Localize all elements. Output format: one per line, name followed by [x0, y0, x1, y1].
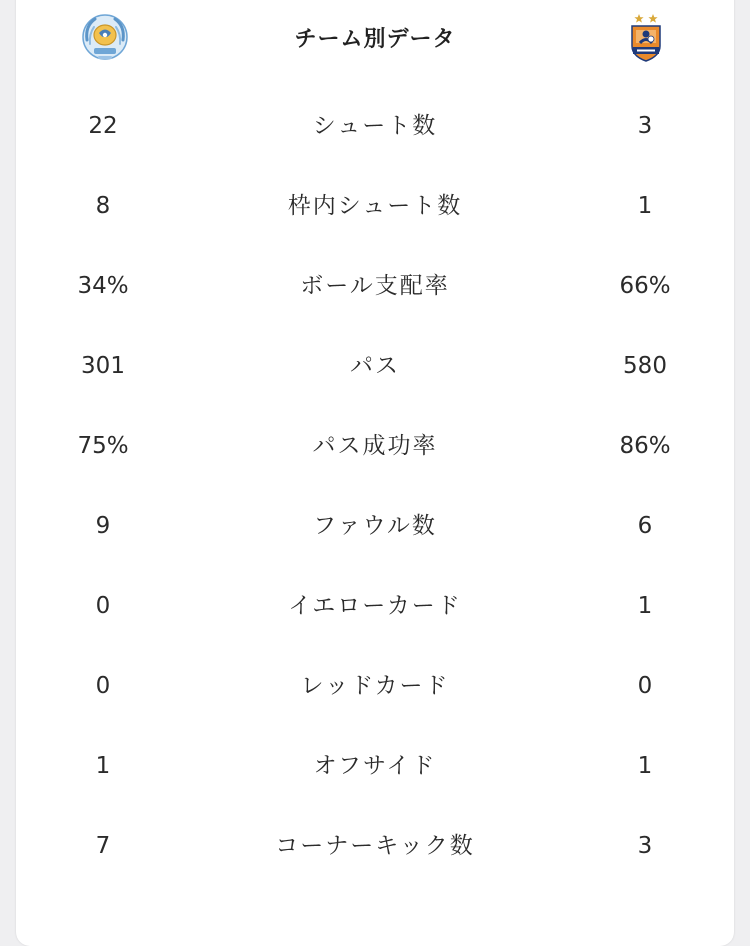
- home-value: 7: [95, 833, 111, 859]
- away-value: 3: [637, 113, 653, 139]
- stat-label: イエローカード: [288, 593, 462, 619]
- stat-row-offsides: [16, 740, 734, 820]
- stat-row-corner-kicks: [16, 820, 734, 900]
- stat-row-fouls: [16, 500, 734, 580]
- home-value: 9: [95, 513, 111, 539]
- away-value: 6: [637, 513, 653, 539]
- home-value: 75%: [77, 433, 129, 459]
- away-value: 1: [637, 193, 653, 219]
- stat-label: オフサイド: [313, 753, 437, 779]
- stat-row-red-cards: [16, 660, 734, 740]
- home-value: 301: [81, 353, 125, 379]
- team-stats-header: [16, 0, 734, 76]
- away-value: 66%: [619, 273, 671, 299]
- stat-label: パス成功率: [312, 433, 438, 459]
- away-value: 0: [637, 673, 653, 699]
- page-title: チーム別データ: [294, 27, 456, 52]
- home-value: 22: [88, 113, 118, 139]
- team-stats-card: [16, 0, 734, 946]
- away-value: 3: [637, 833, 653, 859]
- away-value: 580: [623, 353, 667, 379]
- stat-row-yellow-cards: [16, 580, 734, 660]
- home-value: 0: [95, 593, 111, 619]
- home-value: 1: [95, 753, 111, 779]
- away-value: 1: [637, 753, 653, 779]
- stat-row-shots: [16, 100, 734, 180]
- home-value: 34%: [77, 273, 129, 299]
- away-value: 1: [637, 593, 653, 619]
- stat-row-shots-on-target: [16, 180, 734, 260]
- stats-table: [16, 100, 734, 900]
- stat-row-passes: [16, 340, 734, 420]
- stat-row-possession: [16, 260, 734, 340]
- ulsan-hyundai-crest-icon: [620, 12, 672, 64]
- stat-label: パス: [350, 353, 400, 379]
- stat-label: ボール支配率: [300, 273, 450, 299]
- stat-label: シュート数: [312, 113, 438, 139]
- stat-label: コーナーキック数: [275, 833, 475, 859]
- stat-label: ファウル数: [313, 513, 437, 539]
- home-value: 8: [95, 193, 111, 219]
- stat-row-pass-accuracy: [16, 420, 734, 500]
- away-value: 86%: [619, 433, 671, 459]
- home-value: 0: [95, 673, 111, 699]
- stat-label: 枠内シュート数: [287, 193, 463, 219]
- stat-label: レッドカード: [300, 673, 450, 699]
